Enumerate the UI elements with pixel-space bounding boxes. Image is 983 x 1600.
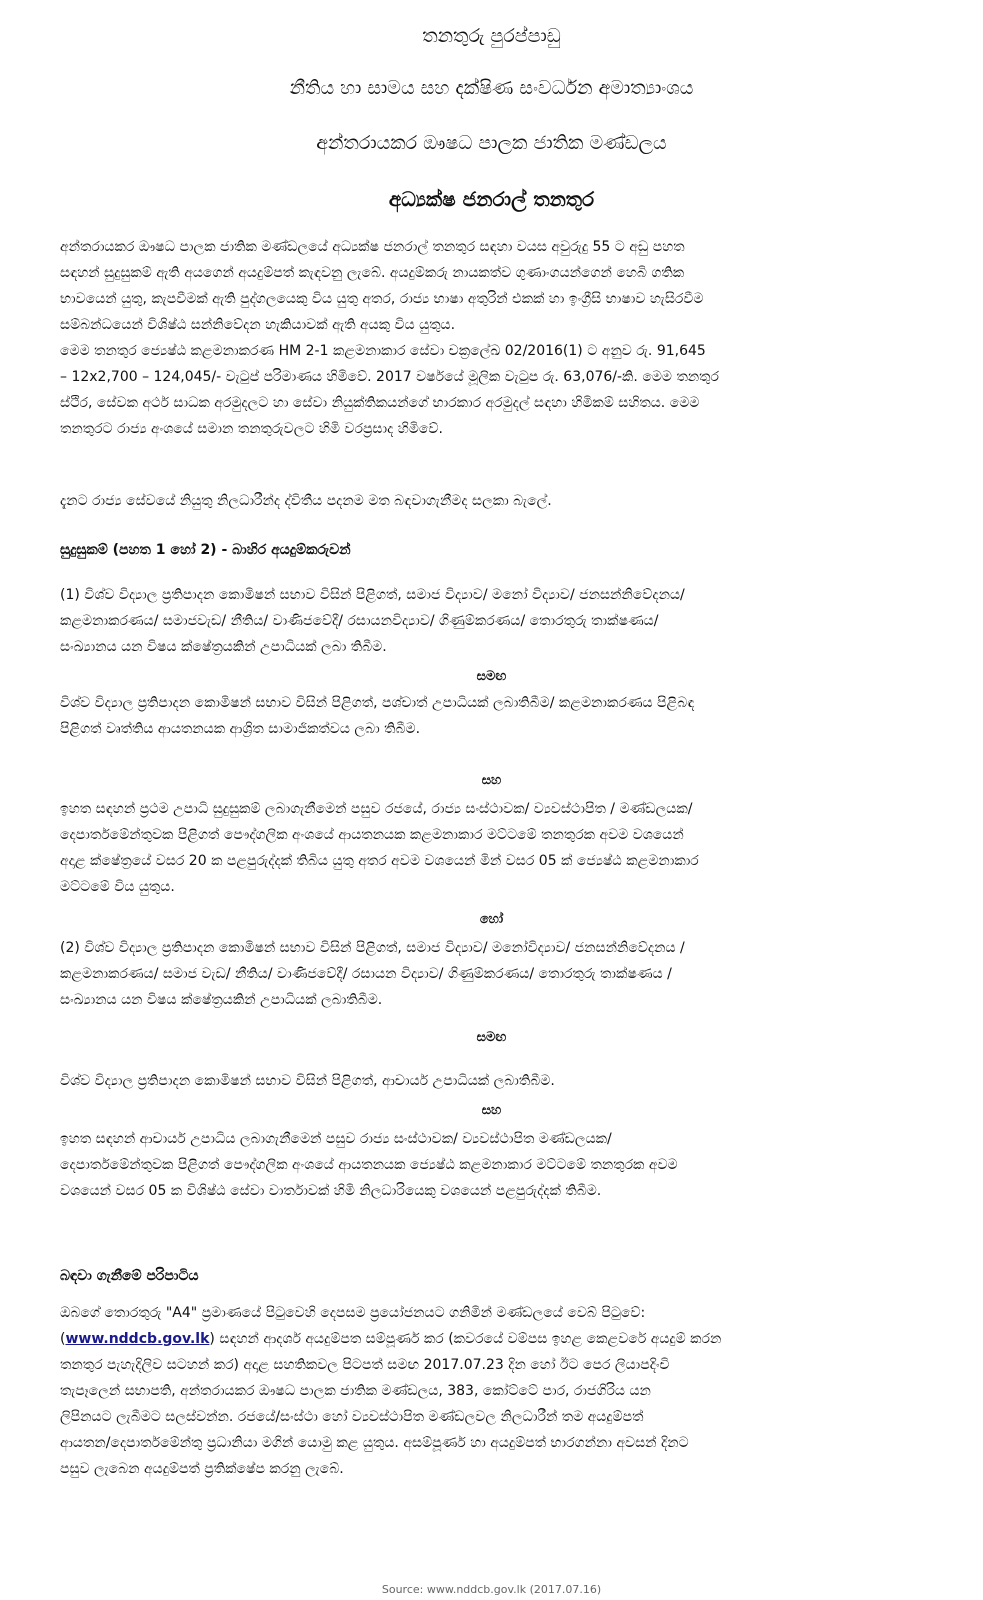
recruitment-title xyxy=(60,1263,955,1289)
option-2-degree xyxy=(60,935,955,1013)
recruitment-line-rest: සඳහන් ආදර්ශ අයදුම්පත සම්පූර්ණ කර (කවරයේ වම්පස ඉහළ කෙළවරේ අයදුම් කරන xyxy=(219,1331,722,1347)
ho-label: හෝ xyxy=(479,912,504,927)
option-line: මට්ටමේ විය යුතුය. xyxy=(60,879,175,895)
ministry-name: නීතිය හා සාමය සහ දක්ෂිණ සංවර්ධන අමාත්‍යාංශය xyxy=(289,77,694,99)
option-line: ඉහත සඳහන් ආචාර්ය උපාධිය ලබාගැනීමෙන් පසුව රාජ්‍ය සංස්ථාවක/ ව්‍යවස්ථාපිත මණ්ඩලයක/ xyxy=(60,1131,612,1147)
option-line: පිළිගත් වෘත්තිය ආයතනයක ආශ්‍රිත සාමාජිකත්වය ලබා තිබීම. xyxy=(60,721,421,737)
option-line: (1) විශ්ව විද්‍යාල ප්‍රතිපාදන කොමිෂන් සභාව විසින් පිළිගත්, සමාජ විද්‍යාව/ මනෝ විද්‍යාව/ ජනසන්නිවේදනය/ xyxy=(60,587,685,603)
intro-paragraph xyxy=(60,234,955,442)
option-2-experience xyxy=(60,1126,955,1204)
intro-line: – 12x2,700 – 124,045/- වැටුප් පරිමාණය හිමිවේ. 2017 වර්ෂයේ මූලික වැටුප රු. 63,076/-කි. මෙම තනතුර xyxy=(60,369,720,385)
note-line: දැනට රාජ්‍ය සේවයේ නියුතු නිලධාරීන්ද ද්විතීය පදනම මත බඳවාගැනීමද සලකා බැලේ. xyxy=(60,493,552,509)
samaga-label: සමඟ xyxy=(476,1030,507,1045)
option-line: සංඛ්‍යානය යන විෂය ක්ෂේත්‍රයකින් උපාධියක් ලබාතිබීම. xyxy=(60,992,383,1008)
intro-line: තනතුරට රාජ්‍ය අංශයේ සමාන තනතුරුවලට හිමි වරප්‍රසාද හිමිවේ. xyxy=(60,421,443,437)
option-line: (2) විශ්ව විද්‍යාල ප්‍රතිපාදන කොමිෂන් සභාව විසින් පිළිගත්, සමාජ විද්‍යාව/ මනෝවිද්‍යාව/ ජනසන්නිවේදනය / xyxy=(60,940,685,956)
recruitment-line: තනතුර පැහැදිලිව සටහන් කර) අදාළ සහතිකවල පිටපත් සමඟ 2017.07.23 දින හෝ ඊට පෙර ලියාපදිංචි xyxy=(60,1357,670,1373)
option-1-postgrad xyxy=(60,690,955,742)
qualifications-title-text: සුදුසුකම් (පහත 1 හෝ 2) - බාහිර අයදුම්කරුවන් xyxy=(60,542,351,558)
intro-line: ස්ථිර, සේවක අර්ථ සාධක අරමුදලට හා සේවා නියුක්තිකයන්ගේ භාරකාර අරමුදල් සඳහා හිමිකම් සහිතය. මෙම xyxy=(60,395,700,411)
option-1-experience xyxy=(60,796,955,900)
option-line: විශ්ව විද්‍යාල ප්‍රතිපාදන කොමිෂන් සභාව විසින් පිළිගත්, පශ්චාත් උපාධියක් ලබාතිබීම/ කළමනාකරණය පිළිබඳ xyxy=(60,695,695,711)
option-2-phd xyxy=(60,1068,955,1094)
option-1-degree xyxy=(60,582,955,660)
saha-label: සහ xyxy=(481,773,502,788)
option-line: විශ්ව විද්‍යාල ප්‍රතිපාදන කොමිෂන් සභාව විසින් පිළිගත්, ආචාර්ය උපාධියක් ලබාතිබීම. xyxy=(60,1073,555,1089)
qualifications-title xyxy=(60,537,955,563)
public-servant-note xyxy=(60,488,955,514)
position-title: අධ්‍යක්ෂ ජනරාල් තනතුර xyxy=(388,187,595,211)
recruitment-line: පසුව ලැබෙන අයදුම්පත් ප්‍රතික්ෂේප කරනු ලැබේ. xyxy=(60,1461,344,1477)
intro-line: මෙම තනතුර ජ්‍යෙෂ්ඨ කළමනාකරණ HM 2-1 කළමනාකාර සේවා චක්‍රලේඛ 02/2016(1) ට අනුව රු. 91,645 xyxy=(60,343,706,359)
option-line: කළමනාකරණය/ සමාජවැඩ/ නීතිය/ වාණිජවේදී/ රසායනවිද්‍යාව/ ගිණුම්කරණය/ තොරතුරු තාක්ෂණය/ xyxy=(60,613,659,629)
option-line: කළමනාකරණය/ සමාජ වැඩ/ නීතිය/ වාණිජවේදී/ රසායන විද්‍යාව/ ගිණුම්කරණය/ තොරතුරු තාක්ෂණය / xyxy=(60,966,672,982)
option-line: අදාළ ක්ෂේත්‍රයේ වසර 20 ක පළපුරුද්දක් තිබිය යුතු අතර අවම වශයෙන් මින් වසර 05 ක් ජ්‍යෙෂ්ඨ කළමනාකාර xyxy=(60,853,699,869)
option-line: ඉහත සඳහන් ප්‍රථම උපාධි සුදුසුකම් ලබාගැනීමෙන් පසුව රජයේ, රාජ්‍ය සංස්ථාවක/ ව්‍යවස්ථාපිත / මණ්ඩලයක/ xyxy=(60,801,693,817)
option-line: සංඛ්‍යානය යන විෂය ක්ෂේත්‍රයකින් උපාධියක් ලබා තිබීම. xyxy=(60,639,387,655)
option-line: වශයෙන් වසර 05 ක විශිෂ්ඨ සේවා වාර්තාවක් හිමි නිලධාරියෙකු වශයෙන් පළපුරුද්දක් තිබීම. xyxy=(60,1183,602,1199)
notice-title: තනතුරු පුරප්පාඩු xyxy=(422,25,561,47)
board-name: අන්තරායකර ඖෂධ පාලක ජාතික මණ්ඩලය xyxy=(316,132,667,154)
option-line: දෙපාර්තමේන්තුවක පිළිගත් පෞද්ගලික අංශයේ ආයතනයක ජ්‍යෙෂ්ඨ කළමනාකාර මට්ටමේ තනතුරක අවම xyxy=(60,1157,678,1173)
intro-line: අන්තරායකර ඖෂධ පාලක ජාතික මණ්ඩලයේ අධ්‍යක්ෂ ජනරාල් තනතුර සඳහා වයස අවුරුදු 55 ට අඩු පහත xyxy=(60,239,685,255)
saha-label: සහ xyxy=(481,1103,502,1118)
recruitment-line: තැපෑලෙන් සභාපති, අන්තරායකර ඖෂධ පාලක ජාතික මණ්ඩලය, 383, කෝට්ටේ පාර, රාජගිරිය යන xyxy=(60,1383,651,1399)
recruitment-line: ආයතන/දෙපාර්තමේන්තු ප්‍රධානියා මගින් යොමු කළ යුතුය. අසම්පූර්ණ හා අයදුම්පත් භාරගන්නා අවසන් දිනට xyxy=(60,1435,689,1451)
option-line: දෙපාර්තමේන්තුවක පිළිගත් පෞද්ගලික අංශයේ ආයතනයක කළමනාකාර මට්ටමේ තනතුරක අවම වශයෙන් xyxy=(60,827,684,843)
samaga-label: සමඟ xyxy=(476,669,507,684)
intro-line: භාවයෙන් යුතු, කැපවීමක් ඇති පුද්ගලයෙකු විය යුතු අතර, රාජ්‍ය භාෂා අතුරින් එකක් හා ඉංග්‍රීසි භාෂාව හැසිරවීම xyxy=(60,291,704,307)
website-link[interactable]: www.nddcb.gov.lk xyxy=(65,1331,210,1347)
recruitment-line: ලිපිනයට ලැබීමට සලස්වන්න. රජයේ/සංස්ථා හෝ ව්‍යවස්ථාපිත මණ්ඩලවල නිලධාරීන් තම අයදුම්පත් xyxy=(60,1409,644,1425)
source-caption: Source: www.nddcb.gov.lk (2017.07.16) xyxy=(381,1583,602,1596)
recruitment-paragraph xyxy=(60,1300,955,1482)
recruitment-line: (www.nddcb.gov.lk) සඳහන් ආදර්ශ අයදුම්පත සම්පූර්ණ කර (කවරයේ වම්පස ඉහළ කෙළවරේ අයදුම් කරන xyxy=(60,1331,722,1347)
recruitment-line: ඔබගේ තොරතුරු "A4" ප්‍රමාණයේ පිටුවෙහි දෙපසම ප්‍රයෝජනයට ගනිමින් මණ්ඩලයේ වෙබ් පිටුවේ: xyxy=(60,1305,646,1321)
recruitment-title-text: බඳවා ගැනීමේ පරිපාටිය xyxy=(60,1268,199,1284)
intro-line: සම්බන්ධයෙන් විශිෂ්ඨ සන්නිවේදන හැකියාවක් ඇති අයකු විය යුතුය. xyxy=(60,317,456,333)
intro-line: සඳහන් සුදුසුකම් ඇති අයගෙන් අයදුම්පත් කැඳවනු ලැබේ. අයදුම්කරු නායකත්ව ගුණාංගයන්ගෙන් හෙබි ගතික xyxy=(60,265,685,281)
